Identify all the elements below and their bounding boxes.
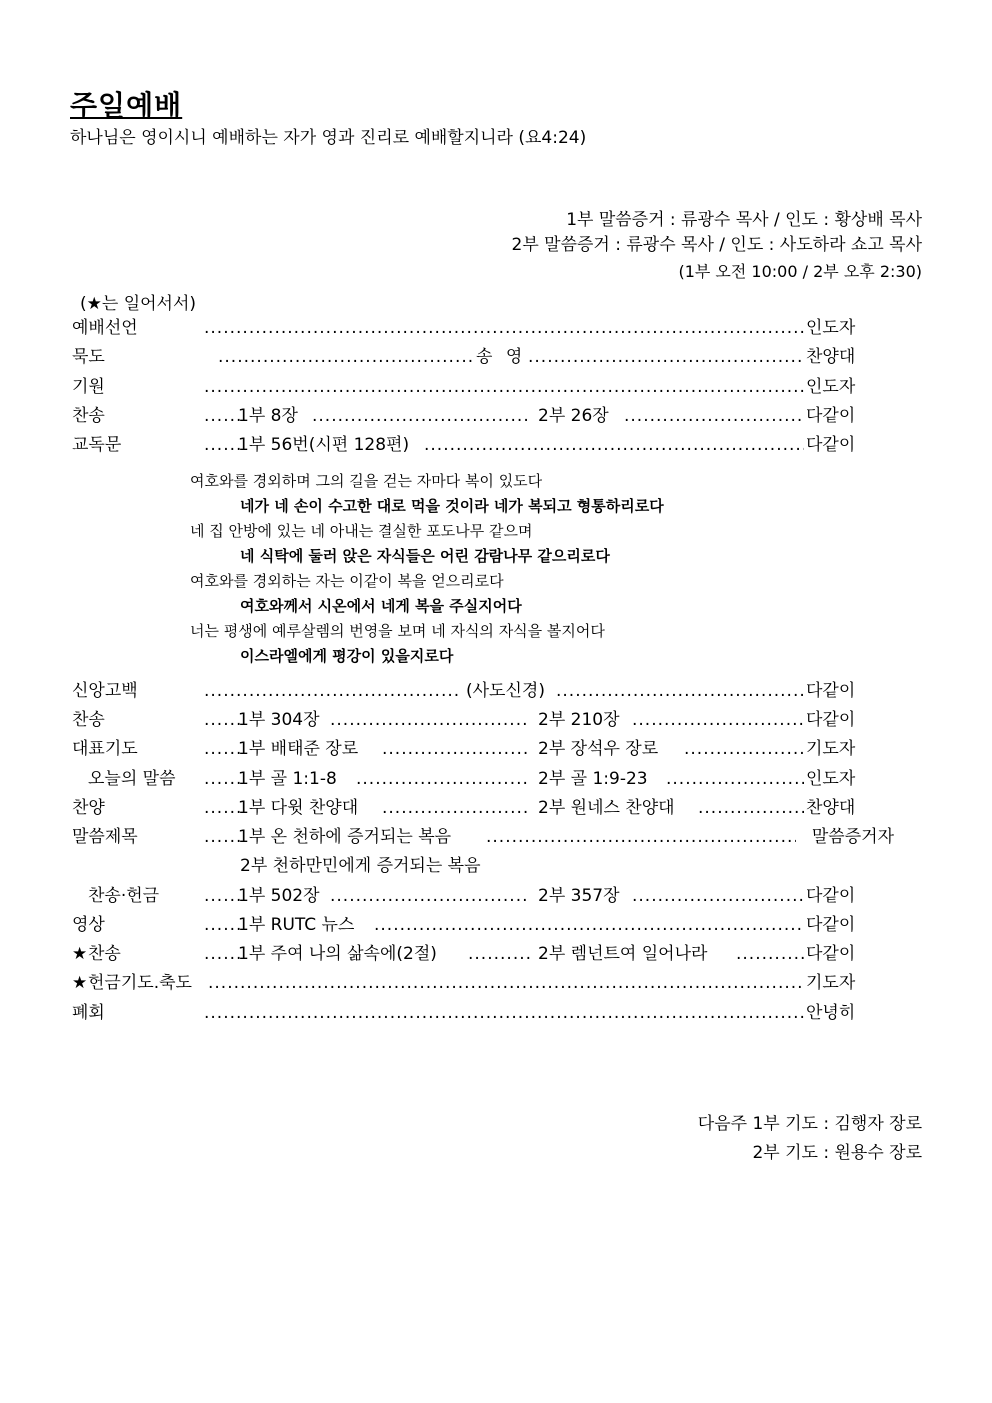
leader-dots bbox=[208, 971, 804, 995]
order-row-invocation bbox=[72, 375, 894, 399]
standing-star-icon: ★ bbox=[72, 973, 88, 993]
order-role: 인도자 bbox=[806, 377, 856, 397]
next-week-prayer-1: 다음주 1부 기도 : 김행자 장로 bbox=[697, 1114, 922, 1134]
reading-response: 네가 네 손이 수고한 대로 먹을 것이라 네가 복되고 형통하리로다 bbox=[240, 497, 664, 515]
order-part: 1부 골 1:1-8 bbox=[238, 769, 337, 789]
leader-dots bbox=[204, 433, 240, 457]
leader-dots bbox=[204, 404, 240, 428]
order-label: 오늘의 말씀 bbox=[88, 769, 176, 789]
order-role: 다같이 bbox=[806, 944, 856, 964]
leader-dots bbox=[204, 796, 240, 820]
order-role: 말씀증거자 bbox=[811, 827, 894, 847]
standing-star-icon: ★ bbox=[72, 944, 88, 964]
order-label: 예배선언 bbox=[72, 318, 138, 338]
order-part: 1부 주여 나의 삶속에(2절) bbox=[238, 944, 437, 964]
leader-dots bbox=[204, 1001, 804, 1025]
leader-dots bbox=[374, 913, 804, 937]
sermon-title-part2: 2부 천하만민에게 증거되는 복음 bbox=[240, 856, 481, 876]
order-role: 기도자 bbox=[806, 973, 856, 993]
order-label: 찬송·헌금 bbox=[88, 886, 160, 906]
order-role: 기도자 bbox=[806, 739, 856, 759]
leader-dots bbox=[382, 796, 530, 820]
order-part: 1부 304장 bbox=[238, 710, 320, 730]
next-week-prayer-2: 2부 기도 : 원용수 장로 bbox=[752, 1143, 922, 1163]
order-label: 폐회 bbox=[72, 1003, 105, 1023]
leader-dots bbox=[382, 737, 530, 761]
order-row-hymn-1 bbox=[72, 404, 894, 428]
order-part: 1부 온 천하에 증거되는 복음 bbox=[238, 827, 452, 847]
order-label: 찬송 bbox=[72, 406, 105, 426]
order-part: 1부 8장 bbox=[238, 406, 298, 426]
order-role: 찬양대 bbox=[806, 798, 856, 818]
order-row-video bbox=[72, 913, 894, 937]
order-role: 다같이 bbox=[806, 435, 856, 455]
order-row-closing bbox=[72, 1001, 894, 1025]
leader-dots bbox=[424, 433, 804, 457]
order-row-sermon-title-2 bbox=[72, 854, 894, 878]
page-title: 주일예배 bbox=[70, 89, 183, 122]
order-row-sermon-title bbox=[72, 825, 894, 849]
service-info-line2: 2부 말씀증거 : 류광수 목사 / 인도 : 사도하라 쇼고 목사 bbox=[511, 235, 922, 255]
order-part: 2부 골 1:9-23 bbox=[538, 769, 648, 789]
reading-line: 네 집 안방에 있는 네 아내는 결실한 포도나무 같으며 bbox=[190, 522, 533, 540]
scripture-verse: 하나님은 영이시니 예배하는 자가 영과 진리로 예배할지니라 (요4:24) bbox=[70, 128, 587, 148]
order-part: 2부 26장 bbox=[538, 406, 609, 426]
order-role: 다같이 bbox=[806, 681, 856, 701]
order-row-representative-prayer bbox=[72, 737, 894, 761]
leader-dots bbox=[218, 345, 472, 369]
order-part: 2부 원네스 찬양대 bbox=[538, 798, 675, 818]
leader-dots bbox=[204, 316, 804, 340]
reading-response: 이스라엘에게 평강이 있을지로다 bbox=[240, 647, 454, 665]
leader-dots bbox=[632, 884, 804, 908]
order-part: 1부 56번(시편 128편) bbox=[238, 435, 410, 455]
leader-dots bbox=[356, 767, 530, 791]
order-role: 인도자 bbox=[806, 318, 856, 338]
order-part: 2부 210장 bbox=[538, 710, 620, 730]
leader-dots bbox=[204, 884, 240, 908]
order-part: 송 영 bbox=[476, 347, 527, 367]
order-part: 2부 장석우 장로 bbox=[538, 739, 659, 759]
order-row-declaration bbox=[72, 316, 894, 340]
leader-dots bbox=[684, 737, 804, 761]
leader-dots bbox=[736, 942, 804, 966]
reading-response: 여호와께서 시온에서 네게 복을 주실지어다 bbox=[240, 597, 522, 615]
leader-dots bbox=[486, 825, 796, 849]
service-times: (1부 오전 10:00 / 2부 오후 2:30) bbox=[678, 262, 922, 281]
order-part: 1부 502장 bbox=[238, 886, 320, 906]
leader-dots bbox=[312, 404, 530, 428]
reading-line: 너는 평생에 예루살렘의 번영을 보며 네 자식의 자식을 볼지어다 bbox=[190, 622, 605, 640]
order-row-todays-word bbox=[72, 767, 894, 791]
order-row-creed bbox=[72, 679, 894, 703]
order-row-offering-prayer-benediction bbox=[72, 971, 894, 995]
order-row-hymn-2 bbox=[72, 708, 894, 732]
reading-line: 여호와를 경외하는 자는 이같이 복을 얻으리로다 bbox=[190, 572, 504, 590]
leader-dots bbox=[666, 767, 804, 791]
order-part: 1부 RUTC 뉴스 bbox=[238, 915, 355, 935]
order-role: 찬양대 bbox=[806, 347, 856, 367]
order-role: 안녕히 bbox=[806, 1003, 856, 1023]
order-part: 1부 다윗 찬양대 bbox=[238, 798, 359, 818]
leader-dots bbox=[698, 796, 804, 820]
order-label: 신앙고백 bbox=[72, 681, 138, 701]
order-row-praise bbox=[72, 796, 894, 820]
leader-dots bbox=[556, 679, 804, 703]
order-label: 기원 bbox=[72, 377, 105, 397]
order-label: 영상 bbox=[72, 915, 105, 935]
order-role: 다같이 bbox=[806, 886, 856, 906]
leader-dots bbox=[204, 375, 804, 399]
leader-dots bbox=[204, 737, 240, 761]
order-label: 묵도 bbox=[72, 347, 105, 367]
order-part: 2부 렘넌트여 일어나라 bbox=[538, 944, 708, 964]
order-part: 1부 배태준 장로 bbox=[238, 739, 359, 759]
reading-line: 여호와를 경외하며 그의 길을 걷는 자마다 복이 있도다 bbox=[190, 472, 543, 490]
order-row-silent-prayer bbox=[72, 345, 894, 369]
service-info-line1: 1부 말씀증거 : 류광수 목사 / 인도 : 황상배 목사 bbox=[566, 210, 922, 230]
order-role: 다같이 bbox=[806, 915, 856, 935]
order-row-hymn-offering bbox=[72, 884, 894, 908]
order-part: (사도신경) bbox=[466, 681, 545, 701]
order-label: 찬송 bbox=[88, 944, 121, 964]
order-label: 말씀제목 bbox=[72, 827, 138, 847]
order-role: 인도자 bbox=[806, 769, 856, 789]
order-part: 2부 357장 bbox=[538, 886, 620, 906]
leader-dots bbox=[204, 767, 240, 791]
leader-dots bbox=[528, 345, 804, 369]
leader-dots bbox=[204, 913, 240, 937]
leader-dots bbox=[330, 708, 530, 732]
order-label: 찬양 bbox=[72, 798, 105, 818]
leader-dots bbox=[204, 708, 240, 732]
leader-dots bbox=[204, 942, 240, 966]
order-row-responsive-reading bbox=[72, 433, 894, 457]
leader-dots bbox=[204, 679, 460, 703]
order-label: 찬송 bbox=[72, 710, 105, 730]
order-role: 다같이 bbox=[806, 406, 856, 426]
standing-note: (★는 일어서서) bbox=[80, 294, 197, 314]
leader-dots bbox=[632, 708, 804, 732]
leader-dots bbox=[468, 942, 530, 966]
order-label: 헌금기도.축도 bbox=[88, 973, 192, 993]
leader-dots bbox=[624, 404, 804, 428]
order-role: 다같이 bbox=[806, 710, 856, 730]
leader-dots bbox=[204, 825, 240, 849]
order-label: 교독문 bbox=[72, 435, 122, 455]
order-label: 대표기도 bbox=[72, 739, 138, 759]
reading-response: 네 식탁에 둘러 앉은 자식들은 어린 감람나무 같으리로다 bbox=[240, 547, 610, 565]
order-row-hymn-3 bbox=[72, 942, 894, 966]
leader-dots bbox=[330, 884, 530, 908]
